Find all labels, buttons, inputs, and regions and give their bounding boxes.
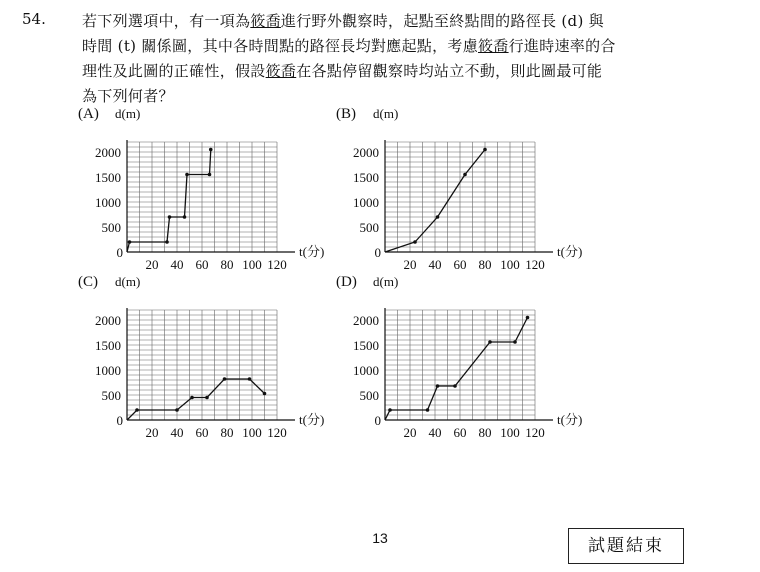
x-axis-label: t(分) <box>557 412 583 427</box>
x-tick-label: 100 <box>242 257 262 272</box>
underlined-name: 筱喬 <box>250 12 281 30</box>
question-line <box>82 10 604 31</box>
data-point <box>248 377 252 381</box>
y-tick-label: 2000 <box>95 145 121 160</box>
chart-0 <box>72 104 325 272</box>
y-tick-label: 1500 <box>95 170 121 185</box>
origin-label: 0 <box>374 245 381 260</box>
data-point <box>165 240 169 244</box>
data-point <box>205 396 209 400</box>
data-point <box>436 384 440 388</box>
y-axis-label: d(m) <box>115 106 141 121</box>
question-text-segment: 為下列何者？ <box>82 87 174 105</box>
option-label: (C) <box>78 274 98 290</box>
data-point <box>413 240 417 244</box>
x-axis-label: t(分) <box>299 244 325 259</box>
data-point <box>128 240 132 244</box>
x-tick-label: 100 <box>242 425 262 440</box>
x-tick-label: 100 <box>500 257 520 272</box>
x-tick-label: 120 <box>525 425 545 440</box>
x-tick-label: 40 <box>428 257 442 272</box>
data-point <box>263 392 267 396</box>
y-tick-label: 2000 <box>353 313 379 328</box>
grid <box>385 310 535 420</box>
x-tick-label: 20 <box>403 425 417 440</box>
x-tick-label: 20 <box>145 425 159 440</box>
x-tick-label: 80 <box>478 257 492 272</box>
chart-1 <box>330 104 583 272</box>
x-tick-label: 80 <box>220 257 234 272</box>
option-label: (D) <box>336 274 357 290</box>
data-point <box>183 215 187 219</box>
x-tick-label: 40 <box>170 257 184 272</box>
question-line <box>82 35 616 56</box>
y-tick-label: 1000 <box>353 195 379 210</box>
series-line <box>385 318 528 421</box>
end-of-exam-box: 試題結束 <box>568 528 684 564</box>
y-tick-label: 1000 <box>353 363 379 378</box>
data-point <box>453 384 457 388</box>
x-tick-label: 20 <box>145 257 159 272</box>
x-tick-label: 20 <box>403 257 417 272</box>
x-tick-label: 120 <box>267 425 287 440</box>
data-point <box>526 316 530 320</box>
underlined-name: 筱喬 <box>477 37 509 55</box>
y-tick-label: 1500 <box>353 170 379 185</box>
grid <box>127 142 277 252</box>
data-point <box>463 173 467 177</box>
y-tick-label: 500 <box>359 220 379 235</box>
data-point <box>488 340 492 344</box>
underlined-name: 筱喬 <box>265 62 297 80</box>
data-point <box>513 340 517 344</box>
question-text-segment: 若下列選項中，有一項為 <box>82 12 251 30</box>
x-tick-label: 120 <box>267 257 287 272</box>
question-number: 54. <box>22 10 46 28</box>
data-point <box>483 148 487 152</box>
x-tick-label: 60 <box>195 257 209 272</box>
question-text-segment: 在各點停留觀察時均站立不動，則此圖最可能 <box>296 62 603 80</box>
origin-label: 0 <box>374 413 381 428</box>
question-text-segment: 理性及此圖的正確性，假設 <box>82 62 266 80</box>
question-text-segment: 進行野外觀察時，起點至終點間的路徑長 (d) 與 <box>280 12 604 30</box>
question-text-segment: 行進時速率的合 <box>508 37 616 55</box>
data-point <box>436 215 440 219</box>
data-point <box>208 173 212 177</box>
x-axis-label: t(分) <box>299 412 325 427</box>
origin-label: 0 <box>116 245 123 260</box>
chart-3 <box>330 272 583 440</box>
question-text-segment: 時間 (t) 關係圖，其中各時間點的路徑長均對應起點，考慮 <box>82 37 478 55</box>
data-point <box>426 408 430 412</box>
grid <box>127 310 277 420</box>
data-point <box>168 215 172 219</box>
y-tick-label: 500 <box>359 388 379 403</box>
x-tick-label: 40 <box>170 425 184 440</box>
x-tick-label: 120 <box>525 257 545 272</box>
x-tick-label: 80 <box>478 425 492 440</box>
x-tick-label: 60 <box>453 257 467 272</box>
data-point <box>388 408 392 412</box>
y-axis-label: d(m) <box>373 274 399 289</box>
y-tick-label: 1500 <box>353 338 379 353</box>
page-number: 13 <box>372 530 388 546</box>
x-tick-label: 60 <box>195 425 209 440</box>
option-label: (B) <box>336 106 356 122</box>
chart-2 <box>72 272 325 440</box>
y-tick-label: 500 <box>101 388 121 403</box>
y-tick-label: 2000 <box>95 313 121 328</box>
grid <box>385 142 535 252</box>
y-tick-label: 1500 <box>95 338 121 353</box>
data-point <box>209 148 213 152</box>
x-axis-label: t(分) <box>557 244 583 259</box>
y-tick-label: 1000 <box>95 195 121 210</box>
y-tick-label: 500 <box>101 220 121 235</box>
data-point <box>135 408 139 412</box>
data-point <box>185 173 189 177</box>
data-point <box>223 377 227 381</box>
data-point <box>190 396 194 400</box>
y-axis-label: d(m) <box>373 106 399 121</box>
option-label: (A) <box>78 106 99 122</box>
origin-label: 0 <box>116 413 123 428</box>
question-line <box>82 60 602 81</box>
y-tick-label: 2000 <box>353 145 379 160</box>
x-tick-label: 60 <box>453 425 467 440</box>
data-point <box>175 408 179 412</box>
x-tick-label: 80 <box>220 425 234 440</box>
question-line <box>82 85 174 106</box>
x-tick-label: 100 <box>500 425 520 440</box>
y-tick-label: 1000 <box>95 363 121 378</box>
y-axis-label: d(m) <box>115 274 141 289</box>
x-tick-label: 40 <box>428 425 442 440</box>
